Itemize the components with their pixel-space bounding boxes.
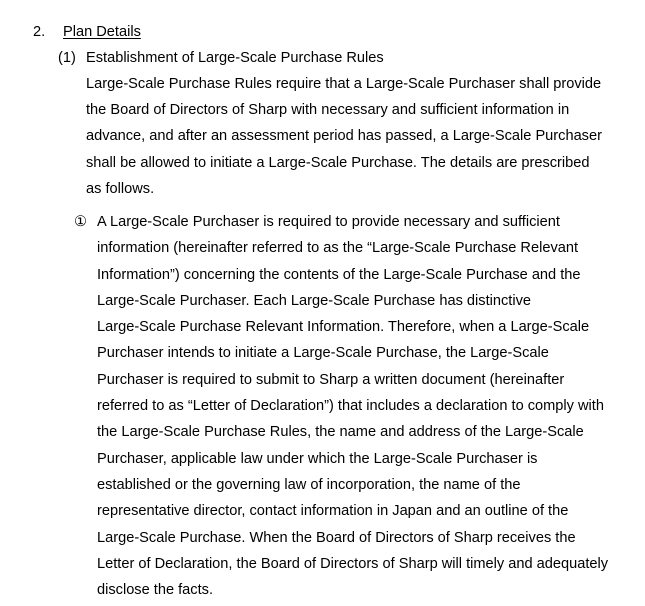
subsection-title: Establishment of Large-Scale Purchase Rules: [86, 50, 384, 66]
paragraph-line: shall be allowed to initiate a Large-Scale Purchase. The details are prescribed: [86, 154, 590, 171]
item-line: disclose the facts.: [97, 582, 213, 599]
item-line: Letter of Declaration, the Board of Directors of Sharp will timely and adequately: [97, 555, 609, 572]
paragraph-line: advance, and after an assessment period has passed, a Large-Scale Purchaser: [86, 128, 602, 145]
section-heading: [33, 22, 141, 42]
item-line: Purchaser, applicable law under which the Large-Scale Purchaser is: [97, 450, 538, 467]
item-marker-circled-one: ①: [74, 214, 88, 230]
item-line: established or the governing law of incorporation, the name of the: [97, 476, 521, 493]
item-line: Large-Scale Purchase Relevant Information. Therefore, when a Large-Scale: [97, 319, 590, 336]
subsection-number: (1): [58, 50, 76, 66]
intro-paragraph: [86, 71, 631, 202]
item-line: Information”) concerning the contents of the Large-Scale Purchase and the: [97, 266, 581, 283]
item-line: Purchaser is required to submit to Sharp a written document (hereinafter: [97, 371, 565, 388]
paragraph-line: Large-Scale Purchase Rules require that a Large-Scale Purchaser shall provide: [86, 76, 602, 92]
item-1-text: [97, 209, 632, 603]
item-line: representative director, contact information in Japan and an outline of the: [97, 503, 569, 520]
item-line: A Large-Scale Purchaser is required to provide necessary and sufficient: [97, 214, 560, 230]
item-line: referred to as “Letter of Declaration”) that includes a declaration to comply with: [97, 398, 604, 415]
item-line: information (hereinafter referred to as the “Large-Scale Purchase Relevant: [97, 240, 579, 257]
item-line: the Large-Scale Purchase Rules, the name and address of the Large-Scale: [97, 424, 584, 441]
paragraph-line: as follows.: [86, 180, 155, 197]
section-number: 2.: [33, 24, 46, 40]
item-line: Purchaser intends to initiate a Large-Scale Purchase, the Large-Scale: [97, 345, 549, 362]
paragraph-line: the Board of Directors of Sharp with necessary and sufficient information in: [86, 102, 570, 119]
item-line: Large-Scale Purchase. When the Board of Directors of Sharp receives the: [97, 529, 576, 546]
item-line: Large-Scale Purchaser. Each Large-Scale Purchase has distinctive: [97, 292, 531, 309]
section-title: Plan Details: [63, 24, 141, 40]
subsection-heading: [58, 48, 384, 68]
